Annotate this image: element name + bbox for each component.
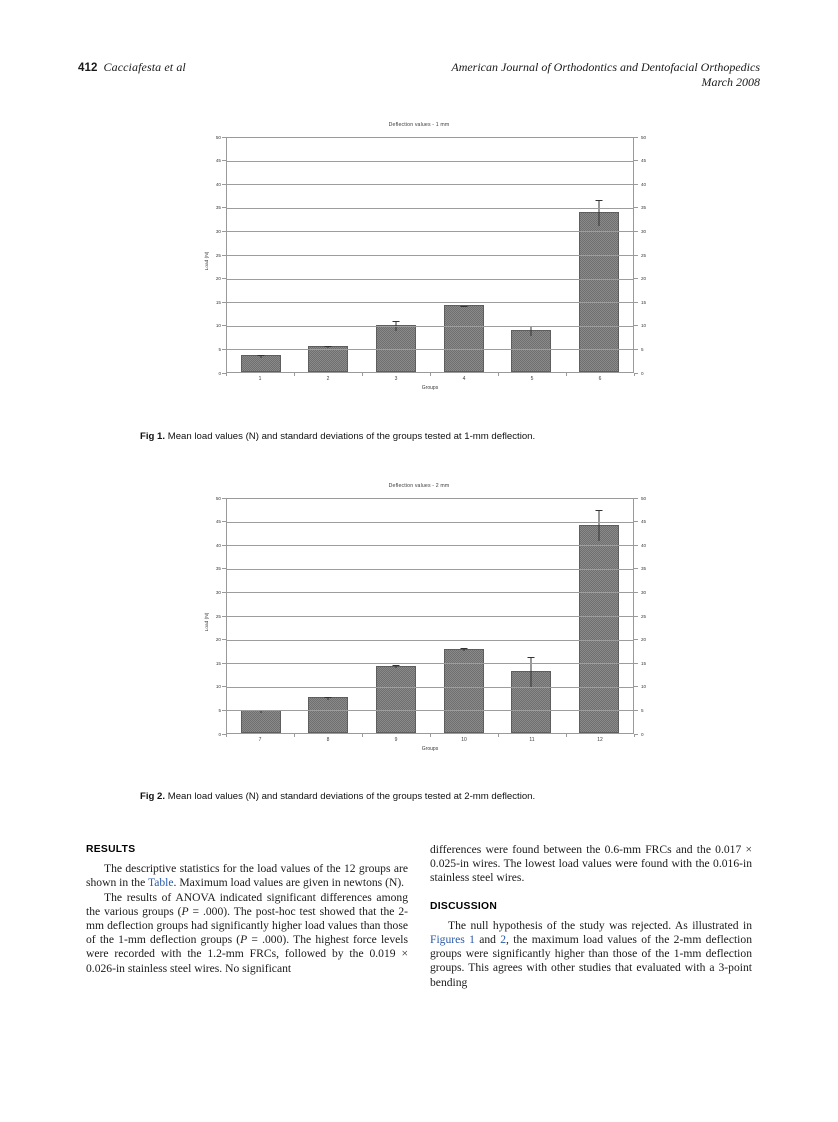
figure-2-caption-label: Fig 2. [140,791,166,802]
chart-2-xtick-12: 12 [597,737,603,743]
chart-1-ytickmark-left-30 [222,231,226,232]
chart-1-ytick-left-30: 30 [215,228,221,234]
bar-12 [579,525,619,733]
gridline-45 [227,161,633,162]
chart-2-ytick-left-10: 10 [215,684,221,690]
gridline-40 [227,545,633,546]
discussion-paragraph-1 [430,919,752,990]
chart-1-plot [184,130,654,392]
chart-1-xtick-6: 6 [598,376,602,382]
discussion-heading: DISCUSSION [430,900,498,912]
chart-2 [184,481,654,753]
chart-1-ytick-left-25: 25 [215,252,221,258]
chart-2-ytickmark-left-50 [222,498,226,499]
chart-2-ytickmark-left-25 [222,616,226,617]
figure-2-caption [140,790,700,803]
discussion-text-b: , the maximum load values of the 2-mm deflection groups were significantly higher than those of the 1-mm deflection groups. This agrees with other studies that evaluated with a 3-point bending [430,933,752,989]
chart-2-plot [184,491,654,753]
chart-2-ytickmark-right-5 [634,710,638,711]
chart-1-ytickmark-left-5 [222,349,226,350]
figure-1-link[interactable]: Figures 1 [430,933,475,947]
bar-10 [444,649,484,733]
chart-1-ytickmark-right-45 [634,160,638,161]
error-cap-top-11 [528,657,535,658]
chart-1-ytickmark-right-50 [634,137,638,138]
chart-2-ytick-right-0: 0 [641,731,644,737]
running-head-right [451,60,760,90]
chart-1-ytick-left-10: 10 [215,323,221,329]
chart-2-ytickmark-right-20 [634,639,638,640]
error-cap-top-9 [393,665,400,666]
gridline-35 [227,208,633,209]
results-continuation: differences were found between the 0.6-mm FRCs and the 0.017 × 0.025-in wires. The lowest load values were found with the 0.016-in stainless steel wires. [430,843,752,885]
chart-2-ytickmark-right-35 [634,568,638,569]
running-head [78,60,760,100]
chart-2-xtick-10: 10 [461,737,467,743]
chart-2-plot-area [226,498,634,734]
gridline-40 [227,184,633,185]
chart-2-ytick-left-5: 5 [218,707,221,713]
gridline-30 [227,231,633,232]
chart-1-ytick-left-50: 50 [215,134,221,140]
chart-1-ytick-left-0: 0 [218,370,221,376]
bar-1 [241,355,281,372]
chart-2-ytick-right-30: 30 [641,589,647,595]
issue-date: March 2008 [701,75,760,89]
chart-2-xtickmark-5 [566,734,567,737]
chart-1-ytick-right-35: 35 [641,205,647,211]
error-cap-top-1 [257,355,264,356]
chart-2-ytick-left-20: 20 [215,637,221,643]
chart-2-xtick-11: 11 [529,737,535,743]
gridline-20 [227,279,633,280]
chart-2-ytick-right-50: 50 [641,495,647,501]
chart-2-ytick-left-45: 45 [215,519,221,525]
results-heading: RESULTS [86,844,136,855]
chart-1-ytick-left-15: 15 [215,299,221,305]
chart-1-ytickmark-left-25 [222,255,226,256]
chart-2-ytick-left-50: 50 [215,495,221,501]
chart-2-ytick-right-45: 45 [641,519,647,525]
chart-1-ytick-right-45: 45 [641,158,647,164]
discussion-text-a: The null hypothesis of the study was rejected. As illustrated in [448,918,752,932]
chart-2-ytickmark-right-40 [634,545,638,546]
gridline-20 [227,640,633,641]
results-p2-text-b: = .000). The post-hoc test showed that the 2-mm deflection groups had significantly higher load values than those of the 1-mm deflection groups ( [86,904,408,947]
figure-1-caption [140,430,700,443]
chart-1-xtick-3: 3 [394,376,398,382]
chart-2-ytick-right-20: 20 [641,637,647,643]
chart-1-plot-area [226,137,634,373]
chart-2-ytickmark-left-10 [222,686,226,687]
chart-2-x-axis [226,737,634,743]
p-value-symbol-1: P [181,904,189,918]
page-number: 412 [78,62,98,74]
chart-2-ytickmark-right-15 [634,663,638,664]
chart-2-xtickmark-3 [430,734,431,737]
journal-title: American Journal of Orthodontics and Dentofacial Orthopedics [451,60,760,74]
gridline-10 [227,326,633,327]
figure-2-link[interactable]: 2 [500,933,507,947]
chart-2-xtickmark-4 [498,734,499,737]
chart-1-xtickmark-3 [430,373,431,376]
error-bar-5 [531,326,532,335]
chart-1-title: Deflection values - 1 mm [388,122,450,128]
chart-1-xtickmark-5 [566,373,567,376]
chart-2-ytick-left-40: 40 [215,542,221,548]
bar-7 [241,710,281,733]
error-cap-top-2 [325,346,332,347]
bar-9 [376,666,416,733]
figure-1 [0,120,838,392]
chart-2-ytick-right-15: 15 [641,660,647,666]
error-bar-11 [531,657,532,687]
results-p2-text-a: The results of ANOVA indicated significant differences among the various groups ( [86,890,408,918]
error-bar-6 [599,200,600,226]
results-p1-text-a: The descriptive statistics for the load values of the 12 groups are shown in the [86,862,408,890]
chart-1-ytickmark-left-15 [222,302,226,303]
chart-2-ytick-right-25: 25 [641,613,647,619]
table-link[interactable]: Table [147,876,174,890]
chart-2-ytick-left-15: 15 [215,660,221,666]
chart-1-ytick-right-0: 0 [641,370,644,376]
figure-2-caption-text: Mean load values (N) and standard deviations of the groups tested at 2-mm deflection. [167,791,536,802]
chart-1-ytick-right-10: 10 [641,323,647,329]
chart-1-ytickmark-left-45 [222,160,226,161]
p-value-symbol-2: P [240,933,248,947]
chart-2-ytickmark-left-5 [222,710,226,711]
chart-1-ytick-left-35: 35 [215,205,221,211]
chart-1-ytickmark-right-30 [634,231,638,232]
chart-1-xtick-2: 2 [326,376,330,382]
chart-2-ylabel: Load (N) [204,612,210,632]
results-paragraph-1 [86,862,408,890]
chart-2-ytickmark-right-45 [634,521,638,522]
chart-1-ytick-right-50: 50 [641,134,647,140]
chart-2-ytickmark-left-40 [222,545,226,546]
gridline-15 [227,302,633,303]
chart-1-ytickmark-right-5 [634,349,638,350]
chart-2-ytickmark-right-30 [634,592,638,593]
gridline-5 [227,349,633,350]
chart-1-ytickmark-right-15 [634,302,638,303]
chart-2-ytick-right-5: 5 [641,707,644,713]
chart-1-xtickmark-0 [226,373,227,376]
chart-1-ytickmark-left-50 [222,137,226,138]
chart-1-ytick-left-5: 5 [218,346,221,352]
chart-2-title: Deflection values - 2 mm [388,483,450,489]
bar-8 [308,697,348,733]
chart-1-ylabel: Load (N) [204,251,210,271]
chart-2-xlabel: Groups [421,746,439,752]
figure-1-caption-label: Fig 1. [140,431,166,442]
chart-2-ytickmark-left-30 [222,592,226,593]
chart-2-xtickmark-0 [226,734,227,737]
error-cap-top-12 [596,510,603,511]
error-cap-top-10 [460,648,467,649]
chart-1-ytick-right-25: 25 [641,252,647,258]
chart-1-ytick-right-15: 15 [641,299,647,305]
error-bar-12 [599,510,600,541]
chart-2-ytick-left-0: 0 [218,731,221,737]
bar-4 [444,305,484,372]
discussion-text-mid: and [474,933,501,947]
chart-1-ytick-left-45: 45 [215,158,221,164]
chart-1 [184,120,654,392]
chart-1-ytickmark-left-35 [222,207,226,208]
column-left [86,843,408,976]
chart-1-xtickmark-6 [634,373,635,376]
gridline-25 [227,255,633,256]
results-p2-text-c: = .000). The highest force levels were recorded with the 1.2-mm FRCs, followed by the 0.019 × 0.026-in stainless steel wires. No significant [86,933,408,975]
results-paragraph-2 [86,891,408,976]
chart-2-xtick-9: 9 [394,737,398,743]
chart-2-ytickmark-left-15 [222,663,226,664]
gridline-30 [227,592,633,593]
gridline-35 [227,569,633,570]
chart-1-ytickmark-right-10 [634,325,638,326]
chart-1-xtick-1: 1 [258,376,262,382]
chart-1-xtickmark-1 [294,373,295,376]
bar-6 [579,212,619,372]
chart-2-ytickmark-left-35 [222,568,226,569]
chart-1-ytick-left-40: 40 [215,181,221,187]
chart-2-ytickmark-right-25 [634,616,638,617]
chart-1-ytickmark-right-25 [634,255,638,256]
chart-2-xtick-8: 8 [326,737,330,743]
figure-2 [0,481,838,753]
chart-2-ytickmark-right-50 [634,498,638,499]
chart-1-ytickmark-right-40 [634,184,638,185]
chart-2-ytick-left-25: 25 [215,613,221,619]
chart-2-ytickmark-left-20 [222,639,226,640]
running-head-author: Cacciafesta et al [103,60,186,74]
chart-1-xtickmark-4 [498,373,499,376]
chart-2-ytick-right-35: 35 [641,566,647,572]
chart-1-ytickmark-left-40 [222,184,226,185]
chart-2-ytick-left-30: 30 [215,589,221,595]
chart-1-xtickmark-2 [362,373,363,376]
chart-1-ytickmark-left-10 [222,325,226,326]
bar-11 [511,671,551,733]
chart-1-ytick-right-40: 40 [641,181,647,187]
chart-2-xtick-7: 7 [258,737,262,743]
bar-5 [511,330,551,372]
error-cap-top-6 [596,200,603,201]
chart-1-ytick-right-20: 20 [641,276,647,282]
gridline-5 [227,710,633,711]
gridline-45 [227,522,633,523]
chart-1-xtick-5: 5 [530,376,534,382]
chart-2-ytick-left-35: 35 [215,566,221,572]
chart-1-ytickmark-right-20 [634,278,638,279]
chart-2-ytickmark-right-10 [634,686,638,687]
chart-1-ytick-right-30: 30 [641,228,647,234]
chart-1-ytick-left-20: 20 [215,276,221,282]
gridline-15 [227,663,633,664]
chart-1-x-axis [226,376,634,382]
chart-2-ytick-right-40: 40 [641,542,647,548]
chart-2-xtickmark-2 [362,734,363,737]
error-cap-top-3 [393,321,400,322]
chart-1-ytickmark-left-20 [222,278,226,279]
error-cap-top-8 [325,697,332,698]
figure-1-caption-text: Mean load values (N) and standard deviations of the groups tested at 1-mm deflection. [167,431,536,442]
chart-2-ytick-right-10: 10 [641,684,647,690]
chart-2-xtickmark-6 [634,734,635,737]
running-head-left [78,60,186,75]
chart-1-ytickmark-right-35 [634,207,638,208]
chart-2-ytickmark-left-45 [222,521,226,522]
gridline-25 [227,616,633,617]
gridline-10 [227,687,633,688]
column-right [430,843,752,990]
chart-1-xlabel: Groups [421,385,439,391]
chart-1-xtick-4: 4 [462,376,466,382]
chart-2-xtickmark-1 [294,734,295,737]
results-p1-text-b: . Maximum load values are given in newtons (N). [173,876,405,890]
error-cap-top-4 [460,306,467,307]
chart-1-ytick-right-5: 5 [641,346,644,352]
